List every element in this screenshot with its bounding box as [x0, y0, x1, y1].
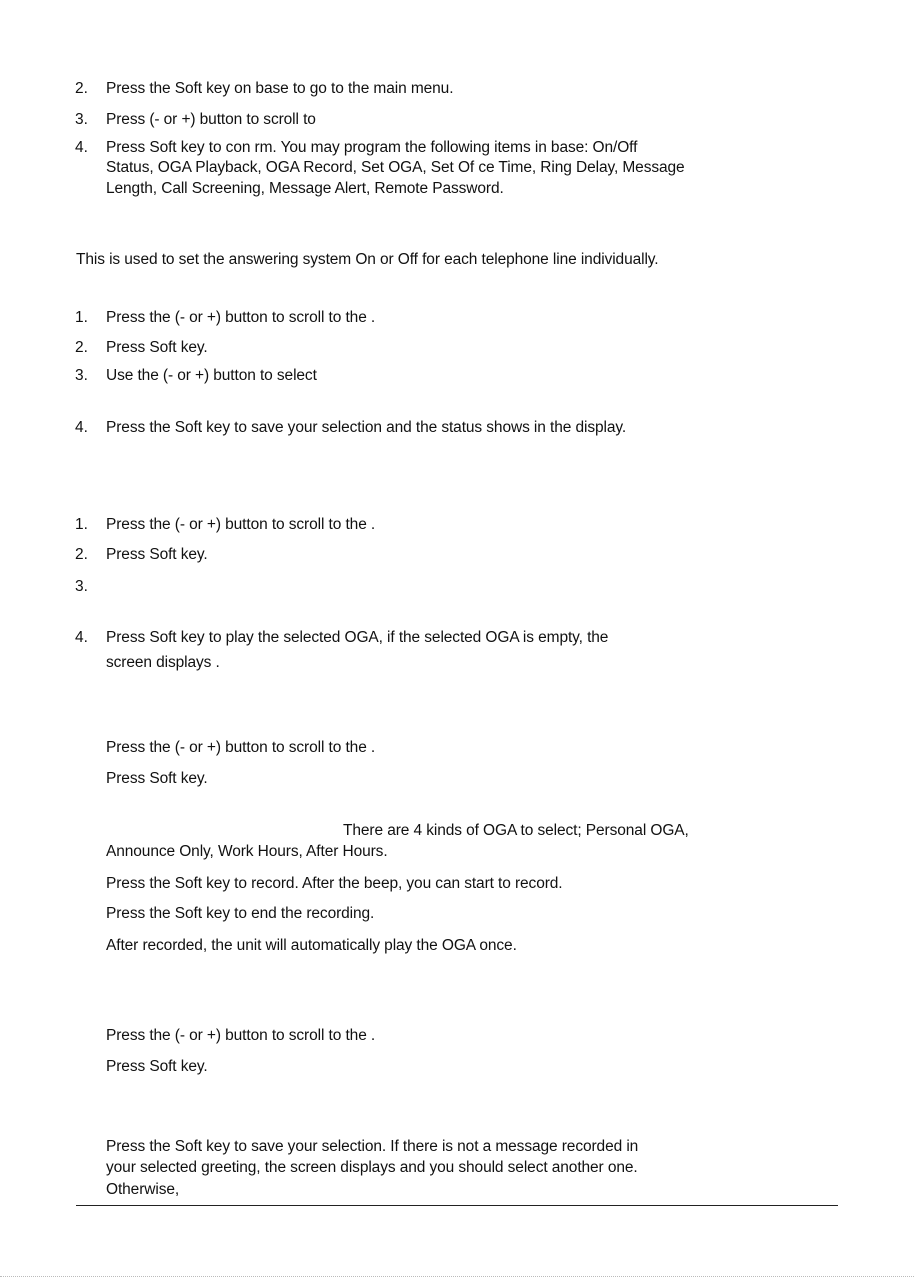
instruction-line: Press the Soft key on base to go to the main menu.: [106, 80, 454, 97]
instruction-line: Press Soft key.: [106, 1058, 208, 1075]
instruction-line: Use the (- or +) button to select: [106, 367, 317, 384]
instruction-line: Press the Soft key to end the recording.: [106, 905, 375, 922]
instruction-line: Press Soft key.: [106, 546, 208, 563]
step-number: 3.: [75, 111, 88, 128]
footer-divider: [76, 1205, 838, 1206]
instruction-line: screen displays .: [106, 654, 220, 671]
step-number: 4.: [75, 629, 88, 646]
step-number: 4.: [75, 139, 88, 156]
instruction-line: Press Soft key to play the selected OGA, if the selected OGA is empty, the: [106, 629, 609, 646]
instruction-line: Status, OGA Playback, OGA Record, Set OGA, Set Of ce Time, Ring Delay, Message: [106, 159, 685, 176]
instruction-line: Press the Soft key to save your selection and the status shows in the display.: [106, 419, 627, 436]
instruction-line: Press the (- or +) button to scroll to the .: [106, 516, 376, 533]
step-number: 1.: [75, 516, 88, 533]
instruction-line: Press the Soft key to save your selection. If there is not a message recorded in: [106, 1138, 639, 1155]
instruction-line: Press the (- or +) button to scroll to the .: [106, 739, 376, 756]
instruction-line: Length, Call Screening, Message Alert, Remote Password.: [106, 180, 504, 197]
step-number: 3.: [75, 578, 88, 595]
step-number: 2.: [75, 80, 88, 97]
step-number: 2.: [75, 339, 88, 356]
instruction-line: Press Soft key to con rm. You may program the following items in base: On/Off: [106, 139, 638, 156]
instruction-line: your selected greeting, the screen displays and you should select another one.: [106, 1159, 638, 1176]
instruction-line: Press Soft key.: [106, 770, 208, 787]
section-description: This is used to set the answering system On or Off for each telephone line individually.: [76, 251, 659, 268]
instruction-line: Press the Soft key to record. After the beep, you can start to record.: [106, 875, 563, 892]
step-number: 2.: [75, 546, 88, 563]
instruction-line: There are 4 kinds of OGA to select; Personal OGA,: [343, 822, 689, 839]
page-edge-dotted-line: [0, 1276, 914, 1277]
instruction-line: Press Soft key.: [106, 339, 208, 356]
instruction-line: After recorded, the unit will automatically play the OGA once.: [106, 937, 517, 954]
instruction-line: Press (- or +) button to scroll to: [106, 111, 316, 128]
instruction-line: Press the (- or +) button to scroll to the .: [106, 309, 376, 326]
instruction-line: Announce Only, Work Hours, After Hours.: [106, 843, 388, 860]
step-number: 4.: [75, 419, 88, 436]
instruction-line: Press the (- or +) button to scroll to the .: [106, 1027, 376, 1044]
step-number: 1.: [75, 309, 88, 326]
step-number: 3.: [75, 367, 88, 384]
instruction-line: Otherwise,: [106, 1181, 180, 1198]
